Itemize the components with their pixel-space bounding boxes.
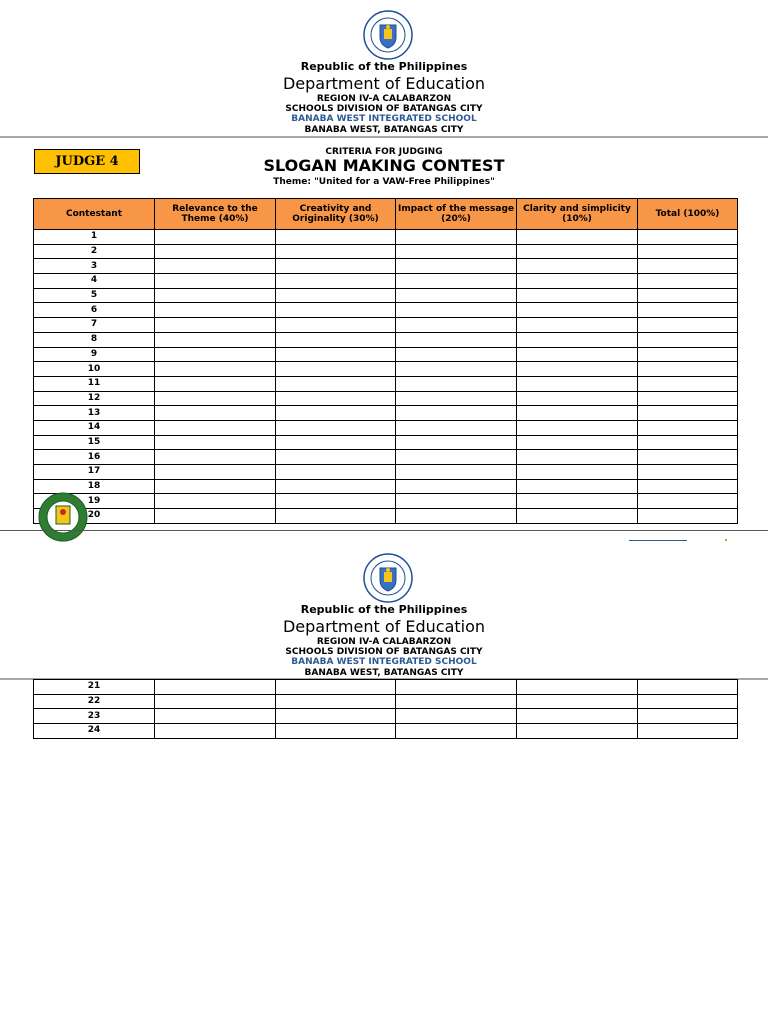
score-cell[interactable] (517, 724, 638, 739)
contestant-number: 7 (34, 318, 155, 333)
table-row (34, 509, 738, 524)
deped-seal-icon (363, 10, 413, 60)
score-cell[interactable] (638, 318, 738, 333)
scoring-table-continued (33, 679, 738, 739)
score-cell[interactable] (276, 435, 396, 450)
score-cell[interactable] (155, 332, 276, 347)
score-cell[interactable] (155, 465, 276, 480)
score-cell[interactable] (638, 465, 738, 480)
score-cell[interactable] (517, 435, 638, 450)
contest-title: SLOGAN MAKING CONTEST (263, 156, 505, 175)
address-text: BANABA WEST, BATANGAS CITY (304, 125, 464, 135)
score-cell[interactable] (638, 230, 738, 245)
score-cell[interactable] (638, 303, 738, 318)
score-cell[interactable] (396, 274, 517, 289)
score-cell[interactable] (638, 724, 738, 739)
score-cell[interactable] (276, 230, 396, 245)
score-cell[interactable] (517, 318, 638, 333)
score-cell[interactable] (155, 724, 276, 739)
theme-text: Theme: "United for a VAW-Free Philippines" (273, 177, 495, 187)
score-cell[interactable] (396, 709, 517, 724)
score-cell[interactable] (396, 465, 517, 480)
contestant-number: 6 (34, 303, 155, 318)
score-cell[interactable] (276, 450, 396, 465)
table-row (34, 450, 738, 465)
score-cell[interactable] (276, 303, 396, 318)
table-row (34, 274, 738, 289)
score-cell[interactable] (276, 259, 396, 274)
score-cell[interactable] (638, 435, 738, 450)
table-row (34, 347, 738, 362)
score-cell[interactable] (155, 376, 276, 391)
score-cell[interactable] (396, 435, 517, 450)
header-creativity: Creativity and Originality (30%) (276, 199, 396, 230)
score-cell[interactable] (638, 244, 738, 259)
contestant-number: 3 (34, 259, 155, 274)
header-clarity: Clarity and simplicity (10%) (517, 199, 638, 230)
department-heading: Department of Education (282, 74, 486, 93)
score-cell[interactable] (155, 709, 276, 724)
table-row (34, 465, 738, 480)
score-cell[interactable] (517, 376, 638, 391)
page-break-line (0, 530, 768, 531)
score-cell[interactable] (638, 347, 738, 362)
score-cell[interactable] (276, 724, 396, 739)
table-header-row (34, 199, 738, 230)
score-cell[interactable] (155, 288, 276, 303)
score-cell[interactable] (276, 318, 396, 333)
table-row (34, 391, 738, 406)
score-cell[interactable] (638, 406, 738, 421)
score-cell[interactable] (517, 420, 638, 435)
score-cell[interactable] (396, 318, 517, 333)
score-cell[interactable] (517, 347, 638, 362)
score-cell[interactable] (276, 680, 396, 695)
score-cell[interactable] (517, 709, 638, 724)
contestant-number: 10 (34, 362, 155, 377)
department-heading: Department of Education (282, 617, 486, 636)
deped-seal-icon (363, 553, 413, 603)
score-cell[interactable] (517, 450, 638, 465)
score-cell[interactable] (155, 494, 276, 509)
score-cell[interactable] (396, 244, 517, 259)
contestant-number: 24 (34, 724, 155, 739)
score-cell[interactable] (517, 680, 638, 695)
score-cell[interactable] (517, 274, 638, 289)
score-cell[interactable] (517, 362, 638, 377)
score-cell[interactable] (396, 391, 517, 406)
score-cell[interactable] (638, 420, 738, 435)
score-cell[interactable] (396, 509, 517, 524)
contestant-number: 1 (34, 230, 155, 245)
score-cell[interactable] (396, 259, 517, 274)
contestant-number: 16 (34, 450, 155, 465)
table-row (34, 479, 738, 494)
score-cell[interactable] (276, 709, 396, 724)
score-cell[interactable] (638, 274, 738, 289)
judge-label: JUDGE 4 (34, 149, 140, 174)
score-cell[interactable] (155, 406, 276, 421)
score-cell[interactable] (276, 406, 396, 421)
school-logo-icon (38, 492, 88, 542)
contestant-number: 15 (34, 435, 155, 450)
table-row (34, 244, 738, 259)
table-row (34, 288, 738, 303)
contestant-number: 19 (34, 494, 155, 509)
score-cell[interactable] (155, 259, 276, 274)
score-cell[interactable] (638, 450, 738, 465)
score-cell[interactable] (155, 303, 276, 318)
table-row (34, 694, 738, 709)
header-relevance: Relevance to the Theme (40%) (155, 199, 276, 230)
contestant-number: 4 (34, 274, 155, 289)
score-cell[interactable] (638, 479, 738, 494)
score-cell[interactable] (396, 420, 517, 435)
scoring-table (33, 198, 738, 524)
score-cell[interactable] (396, 450, 517, 465)
score-cell[interactable] (276, 494, 396, 509)
score-cell[interactable] (517, 244, 638, 259)
header-total: Total (100%) (638, 199, 738, 230)
contestant-number: 23 (34, 709, 155, 724)
score-cell[interactable] (517, 494, 638, 509)
score-cell[interactable] (517, 391, 638, 406)
contestant-number: 11 (34, 376, 155, 391)
score-cell[interactable] (276, 288, 396, 303)
table-row (34, 230, 738, 245)
school-name: BANABA WEST INTEGRATED SCHOOL (291, 657, 477, 667)
table-row (34, 420, 738, 435)
score-cell[interactable] (517, 230, 638, 245)
score-cell[interactable] (517, 406, 638, 421)
score-cell[interactable] (276, 362, 396, 377)
score-cell[interactable] (517, 288, 638, 303)
contestant-number: 5 (34, 288, 155, 303)
score-cell[interactable] (155, 509, 276, 524)
score-cell[interactable] (638, 362, 738, 377)
score-cell[interactable] (155, 420, 276, 435)
score-cell[interactable] (517, 332, 638, 347)
score-cell[interactable] (396, 332, 517, 347)
contestant-number: 14 (34, 420, 155, 435)
table-row (34, 303, 738, 318)
table-row (34, 435, 738, 450)
score-cell[interactable] (155, 230, 276, 245)
score-cell[interactable] (155, 694, 276, 709)
score-cell[interactable] (276, 347, 396, 362)
table-row (34, 376, 738, 391)
score-cell[interactable] (276, 509, 396, 524)
score-cell[interactable] (638, 332, 738, 347)
score-cell[interactable] (155, 347, 276, 362)
contestant-number: 13 (34, 406, 155, 421)
table-row (34, 494, 738, 509)
table-row (34, 259, 738, 274)
criteria-label: CRITERIA FOR JUDGING (325, 147, 443, 157)
table-body-page2 (34, 680, 738, 739)
contestant-number: 9 (34, 347, 155, 362)
score-cell[interactable] (155, 450, 276, 465)
score-cell[interactable] (638, 680, 738, 695)
score-cell[interactable] (396, 724, 517, 739)
score-cell[interactable] (396, 362, 517, 377)
score-cell[interactable] (638, 709, 738, 724)
header-contestant: Contestant (34, 199, 155, 230)
contestant-number: 17 (34, 465, 155, 480)
header-impact: Impact of the message (20%) (396, 199, 517, 230)
table-row (34, 406, 738, 421)
score-cell[interactable] (276, 479, 396, 494)
score-cell[interactable] (276, 391, 396, 406)
table-row (34, 724, 738, 739)
region-text: REGION IV-A CALABARZON (316, 94, 452, 104)
footer-line (629, 540, 687, 541)
score-cell[interactable] (155, 391, 276, 406)
score-cell[interactable] (155, 362, 276, 377)
score-cell[interactable] (638, 391, 738, 406)
score-cell[interactable] (155, 479, 276, 494)
score-cell[interactable] (155, 318, 276, 333)
table-row (34, 332, 738, 347)
score-cell[interactable] (638, 376, 738, 391)
score-cell[interactable] (638, 509, 738, 524)
score-cell[interactable] (517, 259, 638, 274)
score-cell[interactable] (638, 494, 738, 509)
contestant-number: 18 (34, 479, 155, 494)
contestant-number: 8 (34, 332, 155, 347)
table-row (34, 680, 738, 695)
score-cell[interactable] (638, 694, 738, 709)
table-row (34, 709, 738, 724)
score-cell[interactable] (276, 332, 396, 347)
score-cell[interactable] (517, 479, 638, 494)
republic-heading: Republic of the Philippines (300, 60, 468, 73)
republic-heading: Republic of the Philippines (300, 603, 468, 616)
score-cell[interactable] (396, 680, 517, 695)
contestant-number: 12 (34, 391, 155, 406)
score-cell[interactable] (396, 303, 517, 318)
score-cell[interactable] (396, 376, 517, 391)
score-cell[interactable] (276, 376, 396, 391)
contestant-number: 21 (34, 680, 155, 695)
contestant-number: 20 (34, 509, 155, 524)
score-cell[interactable] (396, 479, 517, 494)
score-cell[interactable] (396, 494, 517, 509)
division-text: SCHOOLS DIVISION OF BATANGAS CITY (285, 104, 483, 114)
score-cell[interactable] (276, 274, 396, 289)
school-name: BANABA WEST INTEGRATED SCHOOL (291, 114, 477, 124)
score-cell[interactable] (276, 244, 396, 259)
score-cell[interactable] (638, 259, 738, 274)
score-cell[interactable] (517, 694, 638, 709)
table-row (34, 318, 738, 333)
score-cell[interactable] (155, 244, 276, 259)
score-cell[interactable] (396, 230, 517, 245)
header-divider (0, 136, 768, 138)
contestant-number: 22 (34, 694, 155, 709)
score-cell[interactable] (396, 694, 517, 709)
score-cell[interactable] (638, 288, 738, 303)
score-cell[interactable] (276, 694, 396, 709)
score-cell[interactable] (396, 406, 517, 421)
division-text: SCHOOLS DIVISION OF BATANGAS CITY (285, 647, 483, 657)
score-cell[interactable] (155, 435, 276, 450)
score-cell[interactable] (276, 420, 396, 435)
contestant-number: 2 (34, 244, 155, 259)
score-cell[interactable] (396, 347, 517, 362)
score-cell[interactable] (155, 680, 276, 695)
score-cell[interactable] (155, 274, 276, 289)
score-cell[interactable] (517, 465, 638, 480)
table-row (34, 362, 738, 377)
region-text: REGION IV-A CALABARZON (316, 637, 452, 647)
score-cell[interactable] (517, 303, 638, 318)
address-text: BANABA WEST, BATANGAS CITY (304, 668, 464, 678)
score-cell[interactable] (517, 509, 638, 524)
score-cell[interactable] (396, 288, 517, 303)
table-body-page1 (34, 230, 738, 524)
footer-dot (725, 539, 727, 541)
score-cell[interactable] (276, 465, 396, 480)
